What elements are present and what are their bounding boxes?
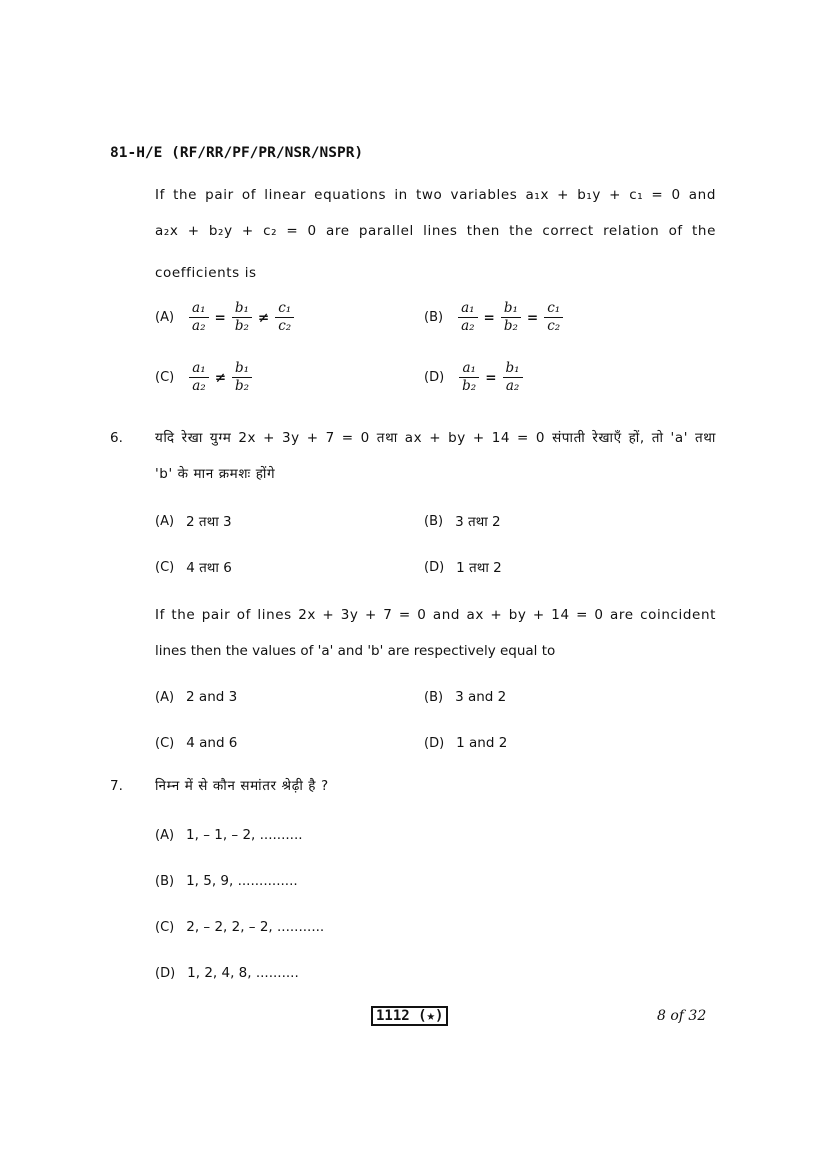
fraction	[459, 360, 479, 395]
option-expression	[455, 300, 566, 335]
denominator: b₂	[503, 318, 518, 334]
numerator: b₁	[501, 300, 521, 318]
fraction	[501, 300, 521, 335]
fraction	[232, 300, 252, 335]
q6-hindi-option-c	[155, 558, 232, 576]
denominator: b₂	[234, 318, 249, 334]
operator: =	[526, 309, 539, 326]
option-value: 4 and 6	[186, 735, 238, 751]
q5-option-b	[424, 300, 566, 335]
numerator: b₁	[232, 300, 252, 318]
option-expression	[186, 300, 297, 335]
fraction	[189, 300, 208, 335]
page-number: 8 of 32	[657, 1008, 707, 1024]
q7-number: 7.	[110, 778, 123, 794]
denominator: a₂	[192, 378, 206, 394]
fraction	[458, 300, 477, 335]
operator: =	[214, 309, 226, 326]
option-value: 3 तथा 2	[455, 514, 501, 530]
option-value: 2 तथा 3	[186, 514, 232, 530]
q6-hindi-line-2: 'b' के मान क्रमशः होंगे	[155, 466, 276, 482]
option-value: 1 and 2	[456, 735, 508, 751]
option-label: (B)	[155, 873, 175, 889]
denominator: a₂	[461, 318, 475, 334]
option-label: (D)	[424, 735, 445, 751]
option-label: (A)	[155, 689, 175, 705]
q5-text-line-1: If the pair of linear equations in two variables a₁x + b₁y + c₁ = 0 and	[155, 187, 716, 203]
option-value: 2, – 2, 2, – 2, ...........	[186, 919, 325, 935]
option-label: (C)	[155, 559, 175, 575]
operator: ≠	[257, 309, 270, 326]
option-label: (B)	[424, 689, 444, 705]
option-value: 3 and 2	[455, 689, 507, 705]
numerator: b₁	[503, 360, 523, 378]
operator: =	[483, 309, 495, 326]
option-label: (B)	[424, 310, 444, 325]
option-value: 1, 2, 4, 8, ..........	[187, 965, 299, 981]
q5-option-a	[155, 300, 297, 335]
fraction	[232, 360, 252, 395]
option-label: (D)	[155, 965, 176, 981]
q7-option-d	[155, 965, 299, 981]
option-value: 1, 5, 9, ..............	[186, 873, 298, 889]
option-value: 1 तथा 2	[456, 560, 502, 576]
q7-option-a	[155, 827, 303, 843]
q6-hindi-option-a	[155, 512, 232, 530]
operator: ≠	[214, 369, 227, 386]
q7-option-c	[155, 919, 324, 935]
denominator: a₂	[192, 318, 206, 334]
denominator: c₂	[278, 318, 292, 334]
option-label: (C)	[155, 735, 175, 751]
denominator: b₂	[462, 378, 477, 394]
paper-code-header: 81-H/E (RF/RR/PF/PR/NSR/NSPR)	[110, 145, 364, 161]
denominator: b₂	[235, 378, 250, 394]
numerator: b₁	[232, 360, 252, 378]
q5-text-line-3: coefficients is	[155, 265, 257, 281]
q6-hindi-option-d	[424, 558, 502, 576]
option-label: (A)	[155, 513, 175, 529]
numerator: c₁	[275, 300, 294, 318]
operator: =	[485, 369, 497, 386]
q5-option-d	[424, 360, 526, 395]
booklet-code: 1112 (★)	[371, 1006, 448, 1026]
fraction	[189, 360, 208, 395]
fraction	[503, 360, 523, 395]
option-label: (A)	[155, 827, 175, 843]
q6-english-option-b	[424, 689, 506, 705]
q6-english-line-1: If the pair of lines 2x + 3y + 7 = 0 and ax + by + 14 = 0 are coincident	[155, 607, 716, 623]
q5-text-line-2: a₂x + b₂y + c₂ = 0 are parallel lines then the correct relation of the	[155, 223, 716, 239]
q5-option-c	[155, 360, 255, 395]
numerator: a₁	[189, 360, 208, 378]
denominator: c₂	[547, 318, 561, 334]
q6-number: 6.	[110, 430, 123, 446]
option-label: (B)	[424, 513, 444, 529]
q6-english-option-c	[155, 735, 237, 751]
option-label: (C)	[155, 370, 175, 385]
fraction	[544, 300, 563, 335]
option-label: (C)	[155, 919, 175, 935]
option-expression	[456, 360, 525, 395]
option-value: 2 and 3	[186, 689, 238, 705]
option-expression	[186, 360, 255, 395]
option-value: 1, – 1, – 2, ..........	[186, 827, 303, 843]
fraction	[275, 300, 294, 335]
q7-hindi-line: निम्न में से कौन समांतर श्रेढ़ी है ?	[155, 778, 329, 794]
numerator: a₁	[458, 300, 477, 318]
numerator: a₁	[459, 360, 478, 378]
q6-english-option-d	[424, 735, 507, 751]
q6-hindi-option-b	[424, 512, 501, 530]
q6-english-line-2: lines then the values of 'a' and 'b' are respectively equal to	[155, 643, 556, 659]
option-label: (D)	[424, 370, 445, 385]
numerator: c₁	[544, 300, 563, 318]
option-value: 4 तथा 6	[186, 560, 232, 576]
denominator: a₂	[505, 378, 520, 394]
q7-option-b	[155, 873, 298, 889]
q6-hindi-line-1: यदि रेखा युग्म 2x + 3y + 7 = 0 तथा ax + by + 14 = 0 संपाती रेखाएँ हों, तो 'a' तथा	[155, 430, 716, 446]
q6-english-option-a	[155, 689, 237, 705]
option-label: (D)	[424, 559, 445, 575]
option-label: (A)	[155, 310, 175, 325]
numerator: a₁	[189, 300, 208, 318]
